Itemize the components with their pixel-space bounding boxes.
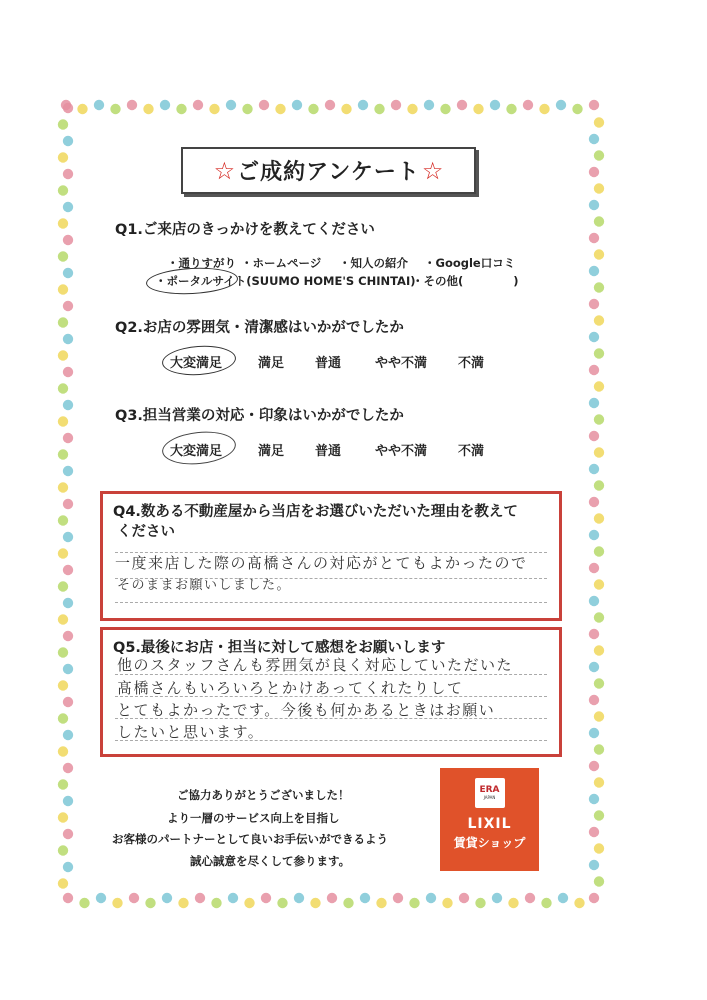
border-dot <box>58 845 68 855</box>
border-dot <box>63 532 73 542</box>
border-dot <box>160 100 170 110</box>
q5-answer-line4[interactable]: したいと思います。 <box>117 723 265 741</box>
border-dot <box>63 466 73 476</box>
era-text: ERA <box>479 785 500 795</box>
border-dot <box>58 779 68 789</box>
q1-option-referral[interactable]: ・知人の紹介 <box>339 256 408 270</box>
border-dot <box>508 898 518 908</box>
border-dot <box>63 763 73 773</box>
border-dot <box>63 664 73 674</box>
border-dot <box>63 202 73 212</box>
border-dot <box>594 645 604 655</box>
border-dot <box>589 662 599 672</box>
q3-option-very-satisfied[interactable]: 大変満足 <box>170 444 223 459</box>
border-dot <box>63 367 73 377</box>
footer-line-4: 誠心誠意を尽くして参ります。 <box>190 854 351 868</box>
q2-option-satisfied[interactable]: 満足 <box>258 356 285 371</box>
border-dot <box>58 812 68 822</box>
border-dot <box>58 185 68 195</box>
border-dot <box>572 104 582 114</box>
border-dot <box>162 893 172 903</box>
title-text: ご成約アンケート <box>237 160 420 185</box>
q5-answer-line2[interactable]: 髙橋さんもいろいろとかけあってくれたりして <box>117 679 464 697</box>
q1-option-other[interactable]: ・その他( ) <box>412 274 519 288</box>
border-dot <box>594 843 604 853</box>
border-dot <box>594 513 604 523</box>
shop-name: 賃貸ショップ <box>453 836 526 850</box>
border-dot <box>58 482 68 492</box>
border-dot <box>341 104 351 114</box>
border-dot <box>244 898 254 908</box>
border-dot <box>77 104 87 114</box>
border-dot <box>79 898 89 908</box>
border-dot <box>58 317 68 327</box>
border-dot <box>589 860 599 870</box>
border-dot <box>63 103 73 113</box>
border-dot <box>589 200 599 210</box>
border-dot <box>523 100 533 110</box>
q3-label: Q3.担当営業の対応・印象はいかがでしたか <box>115 408 404 424</box>
border-dot <box>58 416 68 426</box>
border-dot <box>63 565 73 575</box>
q2-label: Q2.お店の雰囲気・清潔感はいかがでしたか <box>115 320 404 336</box>
border-dot <box>209 104 219 114</box>
q1-option-google[interactable]: ・Google口コミ <box>424 256 516 270</box>
border-dot <box>94 100 104 110</box>
border-dot <box>473 104 483 114</box>
border-dot <box>424 100 434 110</box>
brand-name: LIXIL <box>467 816 512 832</box>
border-dot <box>426 893 436 903</box>
border-dot <box>63 829 73 839</box>
border-dot <box>594 810 604 820</box>
q4-answer-line2[interactable]: そのままお願いしました。 <box>117 578 292 593</box>
q3-option-neutral[interactable]: 普通 <box>315 444 342 459</box>
q3-option-somewhat-dissatisfied[interactable]: やや不満 <box>375 444 428 459</box>
border-dot <box>589 695 599 705</box>
border-dot <box>292 100 302 110</box>
border-dot <box>589 398 599 408</box>
footer-line-2: より一層のサービス向上を目指し <box>167 811 340 825</box>
border-dot <box>211 898 221 908</box>
q5-label: Q5.最後にお店・担当に対して感想をお願いします <box>113 640 446 656</box>
border-dot <box>63 796 73 806</box>
border-dot <box>594 546 604 556</box>
border-dot <box>58 746 68 756</box>
border-dot <box>63 235 73 245</box>
q1-option-walkby[interactable]: ・通りすがり <box>167 256 236 270</box>
q2-option-somewhat-dissatisfied[interactable]: やや不満 <box>375 356 428 371</box>
border-dot <box>594 282 604 292</box>
border-dot <box>374 104 384 114</box>
border-dot <box>58 251 68 261</box>
border-dot <box>308 104 318 114</box>
border-dot <box>58 449 68 459</box>
border-dot <box>589 100 599 110</box>
border-dot <box>589 299 599 309</box>
border-dot <box>589 167 599 177</box>
border-dot <box>193 100 203 110</box>
border-dot <box>407 104 417 114</box>
border-dot <box>63 499 73 509</box>
border-dot <box>129 893 139 903</box>
border-dot <box>589 827 599 837</box>
border-dot <box>594 216 604 226</box>
border-dot <box>58 713 68 723</box>
border-dot <box>475 898 485 908</box>
border-dot <box>58 878 68 888</box>
border-dot <box>259 100 269 110</box>
q4-label-line2: ください <box>117 524 175 540</box>
q4-box <box>100 491 562 621</box>
border-dot <box>58 647 68 657</box>
footer-line-3: お客様のパートナーとして良いお手伝いができるよう <box>112 832 388 846</box>
border-dot <box>393 893 403 903</box>
border-dot <box>63 730 73 740</box>
border-dot <box>594 777 604 787</box>
border-dot <box>594 348 604 358</box>
border-dot <box>574 898 584 908</box>
border-dot <box>558 893 568 903</box>
border-dot <box>63 697 73 707</box>
border-dot <box>594 711 604 721</box>
q2-option-very-satisfied[interactable]: 大変満足 <box>170 356 223 371</box>
border-dot <box>343 898 353 908</box>
q4-label-line1: Q4.数ある不動産屋から当店をお選びいただいた理由を教えて <box>113 504 518 520</box>
border-dot <box>58 515 68 525</box>
q1-label: Q1.ご来店のきっかけを教えてください <box>115 222 375 238</box>
q3-option-satisfied[interactable]: 満足 <box>258 444 285 459</box>
border-dot <box>63 893 73 903</box>
border-dot <box>63 400 73 410</box>
border-dot <box>589 629 599 639</box>
border-dot <box>594 447 604 457</box>
border-dot <box>325 100 335 110</box>
border-dot <box>96 893 106 903</box>
q1-option-portal[interactable]: ・ポータルサイト(SUUMO HOME'S CHINTAI) <box>155 274 416 288</box>
border-dot <box>63 301 73 311</box>
border-dot <box>242 104 252 114</box>
border-dot <box>589 893 599 903</box>
border-dot <box>63 433 73 443</box>
border-dot <box>327 893 337 903</box>
q5-answer-line3[interactable]: とてもよかったです。今後も何かあるときはお願い <box>117 701 496 719</box>
border-dot <box>594 414 604 424</box>
border-dot <box>226 100 236 110</box>
border-dot <box>594 678 604 688</box>
border-dot <box>594 381 604 391</box>
border-dot <box>490 100 500 110</box>
border-dot <box>594 876 604 886</box>
border-dot <box>459 893 469 903</box>
border-dot <box>58 152 68 162</box>
q5-answer-line1[interactable]: 他のスタッフさんも雰囲気が良く対応していただいた <box>117 656 514 674</box>
border-dot <box>589 266 599 276</box>
border-dot <box>110 104 120 114</box>
border-dot <box>589 530 599 540</box>
border-dot <box>275 104 285 114</box>
border-dot <box>594 579 604 589</box>
q5-box <box>100 627 562 757</box>
era-emblem <box>475 778 505 808</box>
border-dot <box>589 497 599 507</box>
border-dot <box>63 862 73 872</box>
era-sub-text: JAPAN <box>483 795 496 800</box>
border-dot <box>589 761 599 771</box>
border-dot <box>58 680 68 690</box>
page-title <box>181 147 476 194</box>
border-dot <box>409 898 419 908</box>
border-dot <box>261 893 271 903</box>
border-dot <box>195 893 205 903</box>
border-dot <box>556 100 566 110</box>
border-dot <box>442 898 452 908</box>
border-dot <box>594 249 604 259</box>
border-dot <box>376 898 386 908</box>
border-dot <box>58 218 68 228</box>
border-dot <box>58 383 68 393</box>
border-dot <box>440 104 450 114</box>
border-dot <box>594 150 604 160</box>
border-dot <box>589 728 599 738</box>
border-dot <box>594 612 604 622</box>
border-dot <box>127 100 137 110</box>
border-dot <box>63 631 73 641</box>
border-dot <box>63 334 73 344</box>
border-dot <box>63 136 73 146</box>
border-dot <box>360 893 370 903</box>
q2-option-dissatisfied[interactable]: 不満 <box>458 356 485 371</box>
border-dot <box>594 315 604 325</box>
border-dot <box>58 350 68 360</box>
border-dot <box>589 233 599 243</box>
lixil-logo <box>440 768 539 871</box>
border-dot <box>594 744 604 754</box>
border-dot <box>58 581 68 591</box>
q4-answer-line1[interactable]: 一度来店した際の髙橋さんの対応がとてもよかったので <box>115 554 528 572</box>
border-dot <box>589 431 599 441</box>
border-dot <box>58 284 68 294</box>
border-dot <box>63 598 73 608</box>
border-dot <box>589 563 599 573</box>
border-dot <box>589 596 599 606</box>
border-dot <box>541 898 551 908</box>
q3-option-dissatisfied[interactable]: 不満 <box>458 444 485 459</box>
border-dot <box>457 100 467 110</box>
footer-line-1: ご協力ありがとうございました！ <box>177 788 350 802</box>
border-dot <box>589 134 599 144</box>
border-dot <box>589 794 599 804</box>
star-icon-right: ☆ <box>421 156 444 185</box>
ruled-line <box>115 602 547 603</box>
border-dot <box>112 898 122 908</box>
border-dot <box>594 183 604 193</box>
border-dot <box>58 548 68 558</box>
border-dot <box>63 169 73 179</box>
q1-option-homepage[interactable]: ・ホームページ <box>241 256 322 270</box>
star-icon-left: ☆ <box>213 156 236 185</box>
border-dot <box>143 104 153 114</box>
border-dot <box>145 898 155 908</box>
border-dot <box>310 898 320 908</box>
border-dot <box>594 480 604 490</box>
border-dot <box>589 365 599 375</box>
border-dot <box>277 898 287 908</box>
border-dot <box>589 332 599 342</box>
border-dot <box>63 268 73 278</box>
border-dot <box>294 893 304 903</box>
border-dot <box>594 117 604 127</box>
border-dot <box>525 893 535 903</box>
border-dot <box>506 104 516 114</box>
border-dot <box>391 100 401 110</box>
border-dot <box>358 100 368 110</box>
border-dot <box>228 893 238 903</box>
border-dot <box>58 614 68 624</box>
border-dot <box>492 893 502 903</box>
border-dot <box>58 119 68 129</box>
border-dot <box>178 898 188 908</box>
border-dot <box>589 464 599 474</box>
q2-option-neutral[interactable]: 普通 <box>315 356 342 371</box>
border-dot <box>176 104 186 114</box>
border-dot <box>539 104 549 114</box>
